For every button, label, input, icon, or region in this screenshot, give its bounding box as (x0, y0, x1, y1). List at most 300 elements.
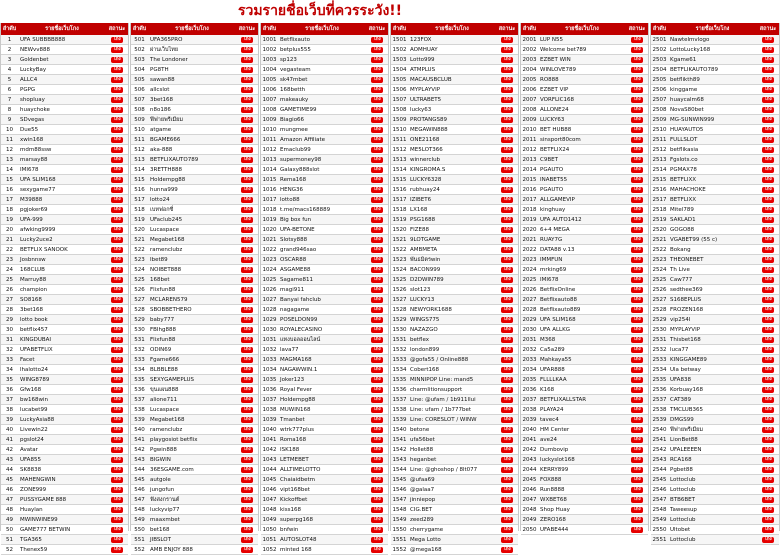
status-badge: โกง (243, 487, 251, 492)
row-number: 26 (6, 286, 13, 293)
status-cell (626, 506, 648, 513)
site-name: EZBET WIN (540, 56, 571, 63)
status-cell (757, 366, 779, 373)
status-badge: โกง (113, 337, 121, 342)
table-row (131, 285, 258, 295)
row-number: 530 (134, 326, 145, 333)
status-cell (366, 506, 388, 513)
status-cell (626, 376, 648, 383)
site-name: ufa56bet (410, 436, 435, 443)
status-badge: โกง (633, 267, 641, 272)
status-badge: โกง (633, 157, 641, 162)
status-cell (626, 326, 648, 333)
table-row (131, 445, 258, 455)
status-cell (366, 536, 388, 543)
table-row (521, 245, 648, 255)
table-row (1, 55, 128, 65)
row-number: 1 (7, 36, 12, 43)
status-cell (626, 436, 648, 443)
row-number: 2028 (522, 306, 537, 313)
status-cell (106, 336, 128, 343)
site-name: Kickoffbet (280, 496, 308, 503)
status-badge: โกง (113, 157, 121, 162)
status-cell (106, 136, 128, 143)
table-row (131, 395, 258, 405)
row-number: 506 (134, 86, 145, 93)
status-cell (236, 46, 258, 53)
table-row (1, 405, 128, 415)
table-row (1, 135, 128, 145)
status-badge: โกง (633, 427, 641, 432)
status-cell (366, 546, 388, 553)
site-name: ULTRABET5 (410, 96, 442, 103)
status-cell (496, 136, 518, 143)
status-badge: โกง (373, 307, 381, 312)
status-badge: โกง (503, 187, 511, 192)
status-badge: โกง (764, 247, 772, 252)
site-name: Flixfun88 (150, 286, 176, 293)
status-badge: โกง (243, 77, 251, 82)
site-name: IZIBET6 (410, 196, 432, 203)
status-cell (106, 196, 128, 203)
row-number: 2513 (652, 156, 667, 163)
status-cell (366, 286, 388, 293)
table-row (131, 365, 258, 375)
status-cell (366, 276, 388, 283)
status-badge: โกง (113, 37, 121, 42)
row-number: 1047 (262, 496, 277, 503)
status-cell (106, 496, 128, 503)
status-cell (626, 276, 648, 283)
status-cell (496, 416, 518, 423)
status-badge: โกง (373, 297, 381, 302)
row-number: 1517 (392, 196, 407, 203)
status-badge: โกง (373, 487, 381, 492)
status-badge: โกง (764, 357, 772, 362)
site-name: KINGROMA.S (410, 166, 446, 173)
status-badge: โกง (764, 207, 772, 212)
table-row (521, 285, 648, 295)
status-cell (106, 266, 128, 273)
site-name: lhalotto24 (20, 366, 48, 373)
status-cell (106, 126, 128, 133)
site-name: Line: ufam / 1b777bet (410, 406, 472, 413)
site-name: Goldenbet (20, 56, 49, 63)
status-badge: โกง (113, 67, 121, 72)
row-number: 1040 (262, 426, 277, 433)
row-number: 1051 (262, 536, 277, 543)
row-number: 23 (6, 256, 13, 263)
status-cell (626, 416, 648, 423)
site-name: PROTANGS89 (410, 116, 448, 123)
table-row (1, 365, 128, 375)
row-number: 2506 (652, 86, 667, 93)
site-name: ผ่านเว็บไทย (150, 46, 179, 53)
site-name: NOIBET888 (150, 266, 182, 273)
site-name: alione711 (150, 396, 178, 403)
row-number: 1044 (262, 466, 277, 473)
status-cell (236, 316, 258, 323)
site-name: marsay88 (20, 156, 48, 163)
table-row (391, 535, 518, 545)
status-cell (496, 186, 518, 193)
site-name: MUWIN168 (280, 406, 311, 413)
site-name: UFA838 (670, 376, 691, 383)
status-badge: โกง (764, 297, 772, 302)
table-row (651, 235, 779, 245)
site-name: BETFLIXX (670, 196, 696, 203)
site-name: bnfwin (280, 526, 299, 533)
site-name: LionBet88 (670, 436, 698, 443)
status-badge: โกง (113, 437, 121, 442)
status-cell (626, 456, 648, 463)
status-cell (626, 366, 648, 373)
status-badge: โกง (764, 197, 772, 202)
status-cell (496, 126, 518, 133)
status-cell (106, 466, 128, 473)
site-name: baby777 (150, 316, 175, 323)
table-row (391, 425, 518, 435)
row-number: 1550 (392, 526, 407, 533)
row-number: 2035 (522, 376, 537, 383)
row-number: 2048 (522, 506, 537, 513)
status-badge: โกง (764, 147, 772, 152)
row-number: 2005 (522, 76, 537, 83)
status-badge: โกง (503, 467, 511, 472)
table-row (1, 265, 128, 275)
row-number: 1020 (262, 226, 277, 233)
status-cell (757, 46, 779, 53)
site-name: bet168 (150, 526, 170, 533)
status-cell (626, 236, 648, 243)
status-cell (366, 96, 388, 103)
row-number: 1514 (392, 166, 407, 173)
status-cell (496, 316, 518, 323)
status-cell (366, 516, 388, 523)
table-row (521, 235, 648, 245)
status-badge: โกง (503, 137, 511, 142)
site-name: mdm88ssw (20, 146, 52, 153)
site-name: Biagio66 (280, 116, 305, 123)
site-name: Cobert168 (410, 366, 439, 373)
row-number: 2047 (522, 496, 537, 503)
row-number: 13 (6, 156, 13, 163)
status-badge: โกง (633, 127, 641, 132)
status-badge: โกง (243, 297, 251, 302)
row-number: 551 (134, 536, 145, 543)
status-badge: โกง (633, 377, 641, 382)
row-number: 49 (6, 516, 13, 523)
row-number: 543 (134, 456, 145, 463)
row-number: 1552 (392, 546, 407, 553)
table-row (391, 465, 518, 475)
row-number: 2002 (522, 46, 537, 53)
site-name: FLLLLKAA (540, 376, 567, 383)
status-badge: โกง (633, 457, 641, 462)
table-row (651, 265, 779, 275)
status-cell (496, 506, 518, 513)
table-row (131, 355, 258, 365)
table-row (651, 105, 779, 115)
list-header (521, 23, 648, 35)
row-number: 29 (6, 316, 13, 323)
status-badge: โกง (243, 387, 251, 392)
site-name: Thisbet168 (670, 336, 701, 343)
row-number: 2509 (652, 116, 667, 123)
table-row (521, 445, 648, 455)
status-cell (236, 426, 258, 433)
site-name: WXBET68 (540, 496, 567, 503)
row-number: 1551 (392, 536, 407, 543)
row-number: 2503 (652, 56, 667, 63)
status-cell (366, 416, 388, 423)
row-number: 525 (134, 276, 145, 283)
status-cell (626, 166, 648, 173)
row-number: 2515 (652, 176, 667, 183)
table-row (131, 465, 258, 475)
status-badge: โกง (633, 247, 641, 252)
site-name: ramenclubz (150, 246, 183, 253)
row-number: 35 (6, 376, 13, 383)
status-cell (236, 176, 258, 183)
table-row (131, 135, 258, 145)
table-row (391, 545, 518, 555)
status-badge: โกง (503, 117, 511, 122)
row-number: 2019 (522, 216, 537, 223)
site-name: WING8789 (20, 376, 50, 383)
table-row (1, 515, 128, 525)
status-badge: โกง (633, 507, 641, 512)
status-cell (106, 476, 128, 483)
header-site-name: รายชื่อเว็บโกง (305, 26, 339, 32)
site-name: Shop Huay (540, 506, 570, 513)
table-row (261, 505, 388, 515)
row-number: 25 (6, 276, 13, 283)
table-row (521, 415, 648, 425)
table-row (521, 125, 648, 135)
site-name: BETFLIXX (670, 176, 696, 183)
row-number: 1532 (392, 346, 407, 353)
table-row (131, 85, 258, 95)
status-badge: โกง (764, 417, 772, 422)
table-row (651, 515, 779, 525)
status-cell (106, 226, 128, 233)
table-row (261, 225, 388, 235)
status-cell (366, 86, 388, 93)
header-number: ลำดับ (132, 26, 147, 32)
site-name: K168 (540, 386, 555, 393)
status-cell (236, 86, 258, 93)
status-badge: โกง (113, 297, 121, 302)
status-cell (106, 236, 128, 243)
row-number: 1032 (262, 346, 277, 353)
row-number: 547 (134, 496, 145, 503)
status-badge: โกง (503, 147, 511, 152)
row-number: 1034 (262, 366, 277, 373)
status-badge: โกง (633, 397, 641, 402)
status-badge: โกง (764, 217, 772, 222)
site-name: Megabet168 (150, 416, 185, 423)
row-number: 21 (6, 236, 13, 243)
table-row (651, 475, 779, 485)
status-cell (366, 446, 388, 453)
status-cell (366, 206, 388, 213)
status-cell (626, 206, 648, 213)
status-badge: โกง (503, 297, 511, 302)
row-number: 2539 (652, 416, 667, 423)
table-row (521, 65, 648, 75)
status-badge: โกง (503, 267, 511, 272)
status-badge: โกง (243, 517, 251, 522)
table-row (521, 395, 648, 405)
status-badge: โกง (113, 427, 121, 432)
table-row (131, 295, 258, 305)
site-name: wtrk777plus (280, 426, 314, 433)
site-name: n8o186 (150, 106, 171, 113)
site-name: UFA-BETONE (280, 226, 315, 233)
row-number: 2532 (652, 346, 667, 353)
row-number: 528 (134, 306, 145, 313)
status-cell (106, 86, 128, 93)
status-badge: โกง (113, 257, 121, 262)
site-name: CAT389 (670, 396, 692, 403)
table-row (261, 65, 388, 75)
site-name: ALLONE24 (540, 106, 569, 113)
row-number: 1537 (392, 396, 407, 403)
status-badge: โกง (633, 317, 641, 322)
row-number: 1015 (262, 176, 277, 183)
table-row (391, 45, 518, 55)
status-cell (236, 386, 258, 393)
status-badge: โกง (503, 537, 511, 542)
table-row (1, 415, 128, 425)
site-name: PGAUTO (540, 166, 564, 173)
status-cell (236, 126, 258, 133)
status-cell (236, 446, 258, 453)
table-row (261, 335, 388, 345)
status-cell (626, 256, 648, 263)
status-cell (757, 386, 779, 393)
site-name: PG8TH (150, 66, 169, 73)
status-cell (757, 496, 779, 503)
status-badge: โกง (764, 347, 772, 352)
site-name: HM Center (540, 426, 570, 433)
table-row (521, 165, 648, 175)
status-cell (236, 456, 258, 463)
table-row (261, 515, 388, 525)
table-row (131, 455, 258, 465)
status-badge: โกง (113, 407, 121, 412)
status-badge: โกง (764, 457, 772, 462)
row-number: 1050 (262, 526, 277, 533)
status-cell (626, 76, 648, 83)
status-cell (236, 336, 258, 343)
status-cell (106, 186, 128, 193)
site-name: ROYALECASINO (280, 326, 323, 333)
table-row (391, 415, 518, 425)
status-badge: โกง (113, 217, 121, 222)
status-cell (757, 66, 779, 73)
row-number: 1004 (262, 66, 277, 73)
table-row (651, 125, 779, 135)
row-number: 550 (134, 526, 145, 533)
status-badge: โกง (633, 177, 641, 182)
row-number: 2031 (522, 336, 537, 343)
status-cell (496, 346, 518, 353)
row-number: 16 (6, 186, 13, 193)
row-number: 2011 (522, 136, 537, 143)
row-number: 540 (134, 426, 145, 433)
row-number: 45 (6, 476, 13, 483)
table-row (1, 535, 128, 545)
table-row (261, 275, 388, 285)
site-name: hunna999 (150, 186, 178, 193)
status-cell (106, 46, 128, 53)
status-badge: โกง (243, 97, 251, 102)
site-name: atgame (150, 126, 172, 133)
status-badge: โกง (633, 237, 641, 242)
site-name: kinghuay (540, 206, 566, 213)
table-row (131, 325, 258, 335)
site-name: playgosiot betflix (150, 436, 198, 443)
site-name: betplus555 (280, 46, 311, 53)
page-title: รวมรายชื่อเว็บที่ควรระวัง!! (0, 0, 640, 23)
status-cell (626, 96, 648, 103)
table-row (651, 355, 779, 365)
table-row (521, 375, 648, 385)
site-name: UFA855 (20, 456, 41, 463)
status-badge: โกง (113, 537, 121, 542)
table-row (131, 495, 258, 505)
site-name: Due55 (20, 126, 39, 133)
site-name: BGAME666 (150, 136, 181, 143)
site-name: Bokang (670, 246, 691, 253)
status-cell (366, 316, 388, 323)
table-row (521, 385, 648, 395)
status-badge: โกง (633, 487, 641, 492)
status-cell (106, 486, 128, 493)
status-cell (236, 276, 258, 283)
status-badge: โกง (243, 277, 251, 282)
site-name: LUCKY13 (410, 296, 435, 303)
status-cell (626, 336, 648, 343)
status-cell (366, 156, 388, 163)
table-row (131, 35, 258, 45)
table-row (261, 235, 388, 245)
table-row (261, 365, 388, 375)
table-row (131, 115, 258, 125)
row-number: 529 (134, 316, 145, 323)
status-cell (366, 256, 388, 263)
table-row (391, 255, 518, 265)
status-badge: โกง (503, 257, 511, 262)
site-name: MACAUSBCLUB (410, 76, 452, 83)
row-number: 2027 (522, 296, 537, 303)
table-row (651, 155, 779, 165)
status-badge: โกง (373, 147, 381, 152)
status-cell (236, 286, 258, 293)
status-badge: โกง (113, 167, 121, 172)
site-name: 168bet (150, 276, 170, 283)
table-row (391, 245, 518, 255)
status-badge: โกง (503, 547, 511, 552)
status-cell (626, 346, 648, 353)
site-name: @galaa7 (410, 486, 435, 493)
row-number: 1013 (262, 156, 277, 163)
table-row (1, 185, 128, 195)
table-row (261, 125, 388, 135)
status-badge: โกง (113, 77, 121, 82)
